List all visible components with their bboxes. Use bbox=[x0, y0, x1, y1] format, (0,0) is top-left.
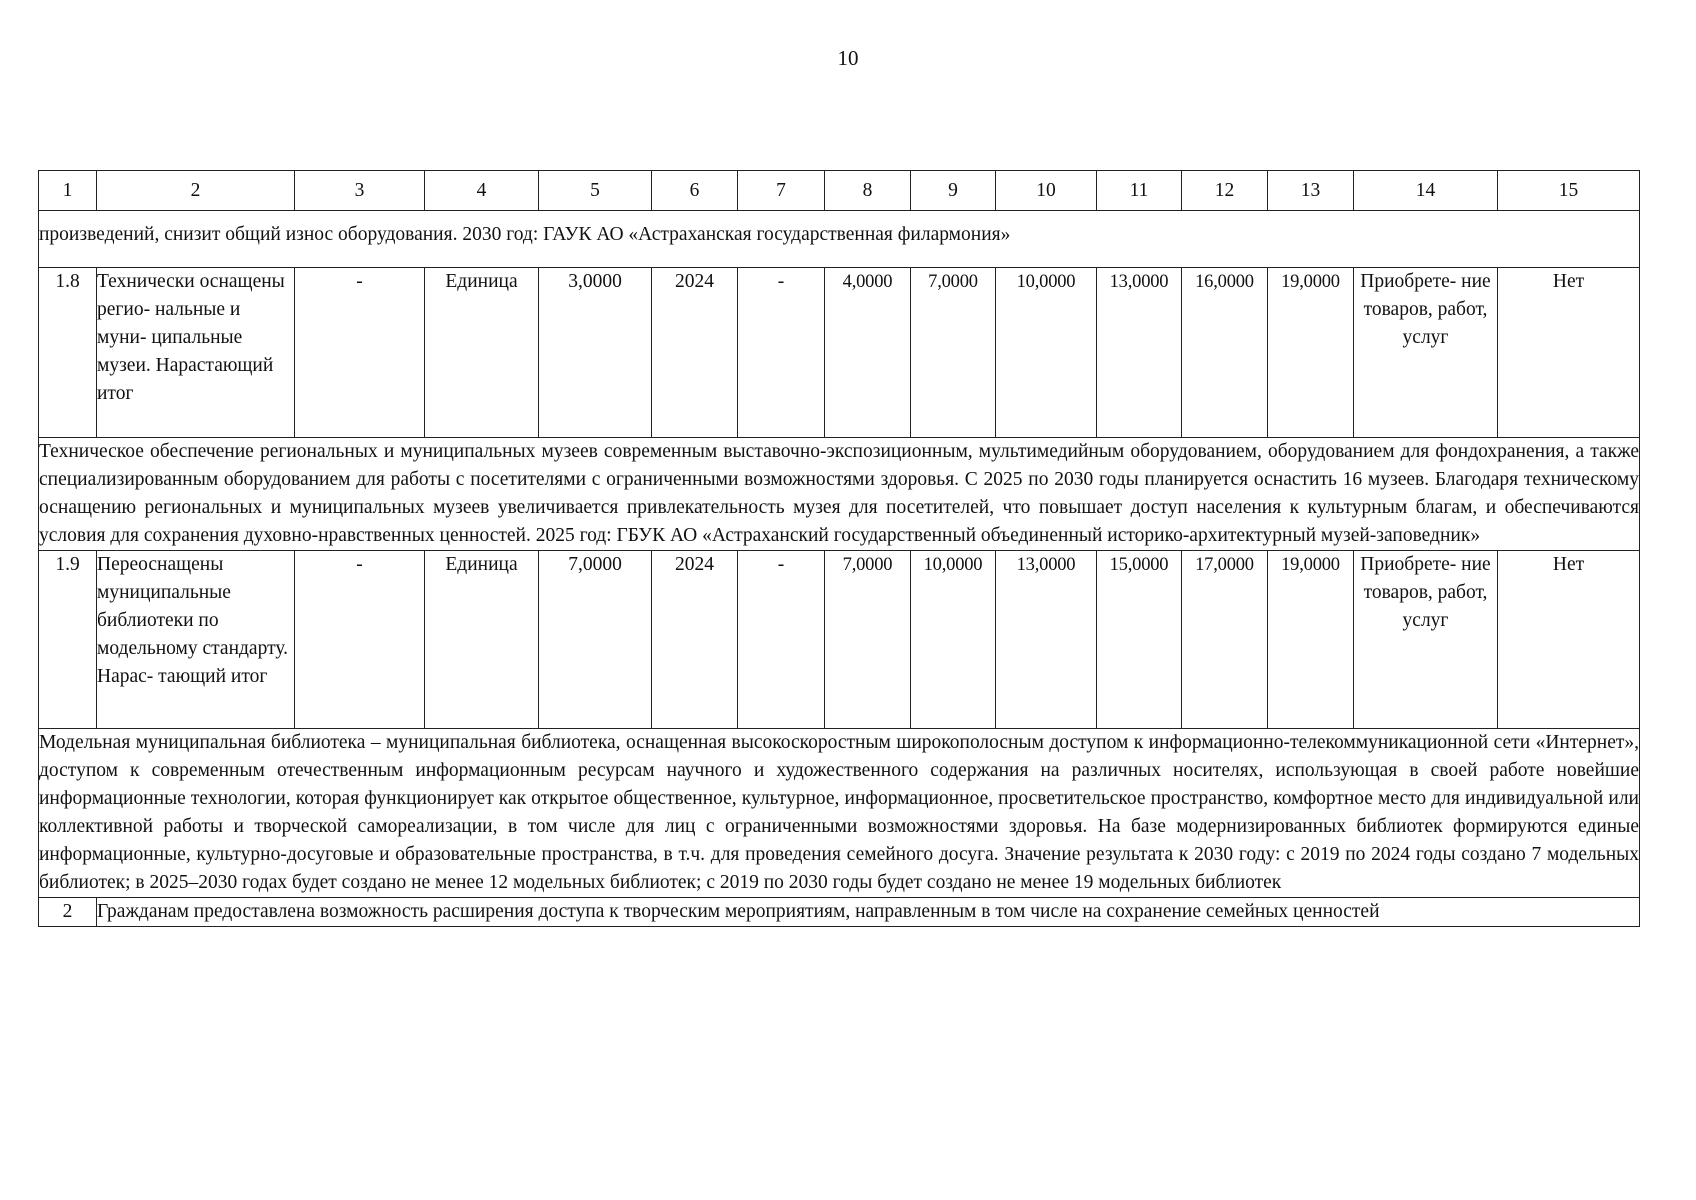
row-name: Переоснащены муниципальные библиотеки по модельному стандарту. Нарас- тающий итог bbox=[97, 551, 295, 729]
header-row bbox=[39, 171, 1640, 211]
header-cell: 11 bbox=[1097, 171, 1182, 211]
row-flag: Нет bbox=[1498, 268, 1640, 438]
row-base-year: 2024 bbox=[652, 551, 738, 729]
row-col3: - bbox=[295, 268, 425, 438]
result-row bbox=[39, 898, 1640, 927]
row-unit: Единица bbox=[425, 551, 539, 729]
row-value-2030: 19,0000 bbox=[1268, 268, 1354, 438]
header-cell: 14 bbox=[1354, 171, 1498, 211]
page-number: 10 bbox=[837, 46, 859, 70]
continuation-text: произведений, снизит общий износ оборудования. 2030 год: ГАУК АО «Астраханская государственная филармония» bbox=[39, 211, 1640, 268]
row-base-value: 7,0000 bbox=[539, 551, 652, 729]
header-cell: 12 bbox=[1182, 171, 1268, 211]
row-value-2025: 4,0000 bbox=[825, 268, 911, 438]
row-base-year: 2024 bbox=[652, 268, 738, 438]
header-cell: 4 bbox=[425, 171, 539, 211]
row-description: Техническое обеспечение региональных и муниципальных музеев современным выставочно-экспозиционным, мультимедийным оборудованием, оборудованием для фондохранения, а также специализированным оборудованием для работы с посетителями с ограниченными возможностями здоровья. С 2025 по 2030 годы планируется оснастить 16 музеев. Благодаря техническому оснащению региональных и муниципальных музеев увеличивается привлекательность музея для посетителей, что повышает доступ населения к культурным благам, и обеспечиваются условия для сохранения духовно-нравственных ценностей. 2025 год: ГБУК АО «Астраханский государственный объединенный историко-архитектурный музей-заповедник» bbox=[39, 438, 1640, 551]
header-cell: 2 bbox=[97, 171, 295, 211]
row-number: 1.9 bbox=[39, 551, 97, 729]
result-text: Гражданам предоставлена возможность расширения доступа к творческим мероприятиям, направленным в том числе на сохранение семейных ценностей bbox=[97, 898, 1640, 927]
row-description: Модельная муниципальная библиотека – муниципальная библиотека, оснащенная высокоскоростным широкополосным доступом к информационно-телекоммуникационной сети «Интернет», доступом к современным отечественным информационным ресурсам научного и художественного содержания на различных носителях, использующая в своей работе новейшие информационные технологии, которая функционирует как открытое общественное, культурное, информационное, просветительское пространство, комфортное место для индивидуальной или коллективной работы и творческой самореализации, в том числе для лиц с ограниченными возможностями здоровья. На базе модернизированных библиотек формируются единые информационные, культурно-досуговые и образовательные пространства, в т.ч. для проведения семейного досуга. Значение результата к 2030 году: с 2019 по 2024 годы создано 7 модельных библиотек; в 2025–2030 годах будет создано не менее 12 модельных библиотек; с 2019 по 2030 годы будет создано не менее 19 модельных библиотек bbox=[39, 729, 1640, 898]
header-cell: 8 bbox=[825, 171, 911, 211]
table-row bbox=[39, 551, 1640, 729]
continuation-row bbox=[39, 211, 1640, 268]
row-value-2029: 17,0000 bbox=[1182, 551, 1268, 729]
table-row bbox=[39, 268, 1640, 438]
row-number: 1.8 bbox=[39, 268, 97, 438]
header-cell: 6 bbox=[652, 171, 738, 211]
row-value-2026: 10,0000 bbox=[911, 551, 996, 729]
row-value-2025: 7,0000 bbox=[825, 551, 911, 729]
row-name: Технически оснащены регио- нальные и муни- ципальные музеи. Нарастающий итог bbox=[97, 268, 295, 438]
description-row bbox=[39, 438, 1640, 551]
row-value-2028: 13,0000 bbox=[1097, 268, 1182, 438]
row-base-value: 3,0000 bbox=[539, 268, 652, 438]
row-col3: - bbox=[295, 551, 425, 729]
row-value-2027: 13,0000 bbox=[996, 551, 1097, 729]
row-col7: - bbox=[738, 268, 825, 438]
row-type: Приобрете- ние товаров, работ, услуг bbox=[1354, 551, 1498, 729]
row-flag: Нет bbox=[1498, 551, 1640, 729]
header-cell: 7 bbox=[738, 171, 825, 211]
header-cell: 1 bbox=[39, 171, 97, 211]
header-cell: 3 bbox=[295, 171, 425, 211]
result-number: 2 bbox=[39, 898, 97, 927]
results-table bbox=[38, 170, 1640, 927]
row-value-2028: 15,0000 bbox=[1097, 551, 1182, 729]
row-value-2026: 7,0000 bbox=[911, 268, 996, 438]
row-col7: - bbox=[738, 551, 825, 729]
row-value-2029: 16,0000 bbox=[1182, 268, 1268, 438]
row-type: Приобрете- ние товаров, работ, услуг bbox=[1354, 268, 1498, 438]
header-cell: 13 bbox=[1268, 171, 1354, 211]
row-value-2027: 10,0000 bbox=[996, 268, 1097, 438]
header-cell: 10 bbox=[996, 171, 1097, 211]
description-row bbox=[39, 729, 1640, 898]
row-value-2030: 19,0000 bbox=[1268, 551, 1354, 729]
header-cell: 15 bbox=[1498, 171, 1640, 211]
header-cell: 9 bbox=[911, 171, 996, 211]
header-cell: 5 bbox=[539, 171, 652, 211]
row-unit: Единица bbox=[425, 268, 539, 438]
